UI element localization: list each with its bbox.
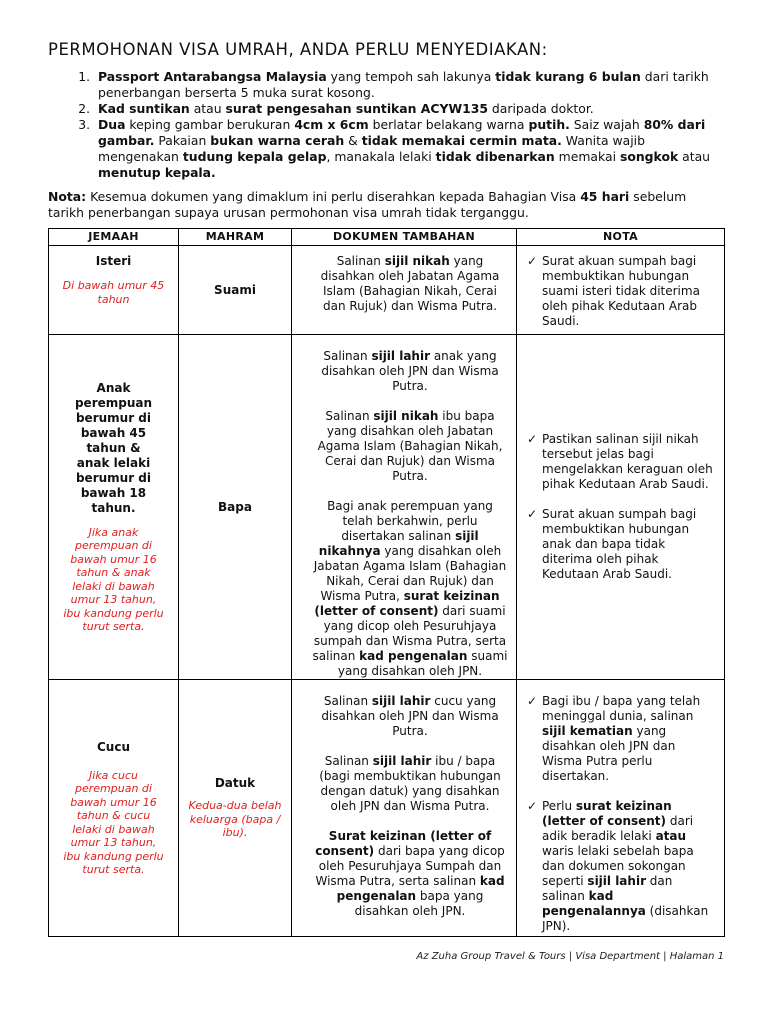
dokumen-cell: Salinan sijil nikah yang disahkan oleh Jabatan Agama Islam (Bahagian Nikah, Cerai dan Rujuk) dan Wisma Putra. <box>292 246 517 335</box>
dokumen-cell: Salinan sijil lahir anak yang disahkan oleh JPN dan Wisma Putra. Salinan sijil nikah ibu bapa yang disahkan oleh Jabatan Agama Islam (Bahagian Nikah, Cerai dan Rujuk) dan Wisma Putra. Bagi anak perempuan yang telah berkahwin, perlu disertakan salinan sijil nikahnya yang disahkan oleh Jabatan Agama Islam (Bahagian Nikah, Cerai dan Rujuk) dan Wisma Putra, surat keizinan (letter of consent) dari suami yang dicop oleh Pesuruhjaya sumpah dan Wisma Putra, serta salinan kad pengenalan suami yang disahkan oleh JPN. <box>292 335 517 680</box>
dokumen-cell: Salinan sijil lahir cucu yang disahkan oleh JPN dan Wisma Putra. Salinan sijil lahir ibu / bapa (bagi membuktikan hubungan dengan datuk) yang disahkan oleh JPN dan Wisma Putra. Surat keizinan (letter of consent) dari bapa yang dicop oleh Pesuruhjaya Sumpah dan Wisma Putra, serta salinan kad pengenalan bapa yang disahkan oleh JPN. <box>292 680 517 937</box>
jemaah-cell <box>49 335 179 680</box>
jemaah-note: Di bawah umur 45 tahun <box>62 279 165 306</box>
nota-label: Nota: <box>48 189 87 204</box>
page-footer: Az Zuha Group Travel & Tours | Visa Department | Halaman 1 <box>416 951 724 962</box>
check-icon: ✓ <box>527 799 538 813</box>
mahram-cell <box>179 680 292 937</box>
requirement-item: 1. Passport Antarabangsa Malaysia yang tempoh sah lakunya tidak kurang 6 bulan dari tarikh penerbangan berserta 5 muka surat kosong. <box>94 69 724 101</box>
check-icon: ✓ <box>527 507 538 521</box>
nota-item: ✓ Pastikan salinan sijil nikah tersebut jelas bagi mengelakkan keraguan oleh pihak Kedutaan Arab Saudi. <box>527 432 713 491</box>
mahram-cell: Suami <box>179 246 292 335</box>
nota-item: ✓ Surat akuan sumpah bagi membuktikan hubungan anak dan bapa tidak diterima oleh pihak Kedutaan Arab Saudi. <box>527 507 697 581</box>
nota-paragraph: Nota: Kesemua dokumen yang dimaklum ini perlu diserahkan kepada Bahagian Visa 45 hari sebelum tarikh penerbangan supaya urusan permohonan visa umrah tidak terganggu. <box>48 189 687 220</box>
header-nota: NOTA <box>517 229 725 246</box>
requirements-list <box>48 69 724 181</box>
table-header-row <box>49 229 725 246</box>
nota-cell <box>517 246 725 335</box>
requirement-item: 2. Kad suntikan atau surat pengesahan suntikan ACYW135 daripada doktor. <box>94 101 724 117</box>
table-row <box>49 335 725 680</box>
jemaah-note: Jika cucu perempuan di bawah umur 16 tahun & cucu lelaki di bawah umur 13 tahun, ibu kandung perlu turut serta. <box>63 768 164 876</box>
mahram-label: Datuk <box>214 776 256 791</box>
table-row <box>49 680 725 937</box>
nota-item: ✓ Surat akuan sumpah bagi membuktikan hubungan suami isteri tidak diterima oleh pihak Kedutaan Arab Saudi. <box>527 254 700 328</box>
nota-cell <box>517 680 725 937</box>
nota-cell <box>517 335 725 680</box>
jemaah-label: Anak perempuan berumur di bawah 45 tahun & anak lelaki berumur di bawah 18 tahun. <box>74 380 153 515</box>
jemaah-cell <box>49 246 179 335</box>
nota-item: ✓ Bagi ibu / bapa yang telah meninggal dunia, salinan sijil kematian yang disahkan oleh JPN dan Wisma Putra perlu disertakan. <box>527 694 701 783</box>
header-mahram: MAHRAM <box>179 229 292 246</box>
mahram-note: Kedua-dua belah keluarga (bapa / ibu). <box>188 799 282 840</box>
nota-item: ✓ Perlu surat keizinan (letter of consent) dari adik beradik lelaki atau waris lelaki sebelah bapa dan dokumen sokongan seperti sijil lahir dan salinan kad pengenalannya (disahkan JPN). <box>527 799 709 933</box>
mahram-cell: Bapa <box>179 335 292 680</box>
check-icon: ✓ <box>527 694 538 708</box>
header-jemaah: JEMAAH <box>49 229 179 246</box>
document-page <box>48 40 724 937</box>
jemaah-note: Jika anak perempuan di bawah umur 16 tahun & anak lelaki di bawah umur 13 tahun, ibu kandung perlu turut serta. <box>63 525 164 633</box>
table-row <box>49 246 725 335</box>
requirements-table <box>48 228 725 937</box>
jemaah-label: Isteri <box>95 254 132 268</box>
requirement-item: 3. Dua keping gambar berukuran 4cm x 6cm berlatar belakang warna putih. Saiz wajah 80% dari gambar. Pakaian bukan warna cerah & tidak memakai cermin mata. Wanita wajib mengenakan tudung kepala gelap, manakala lelaki tidak dibenarkan memakai songkok atau menutup kepala. <box>94 117 724 181</box>
header-dokumen: DOKUMEN TAMBAHAN <box>292 229 517 246</box>
page-title: PERMOHONAN VISA UMRAH, ANDA PERLU MENYEDIAKAN: <box>48 40 548 59</box>
check-icon: ✓ <box>527 254 538 268</box>
jemaah-cell <box>49 680 179 937</box>
check-icon: ✓ <box>527 432 538 446</box>
jemaah-label: Cucu <box>96 739 130 754</box>
